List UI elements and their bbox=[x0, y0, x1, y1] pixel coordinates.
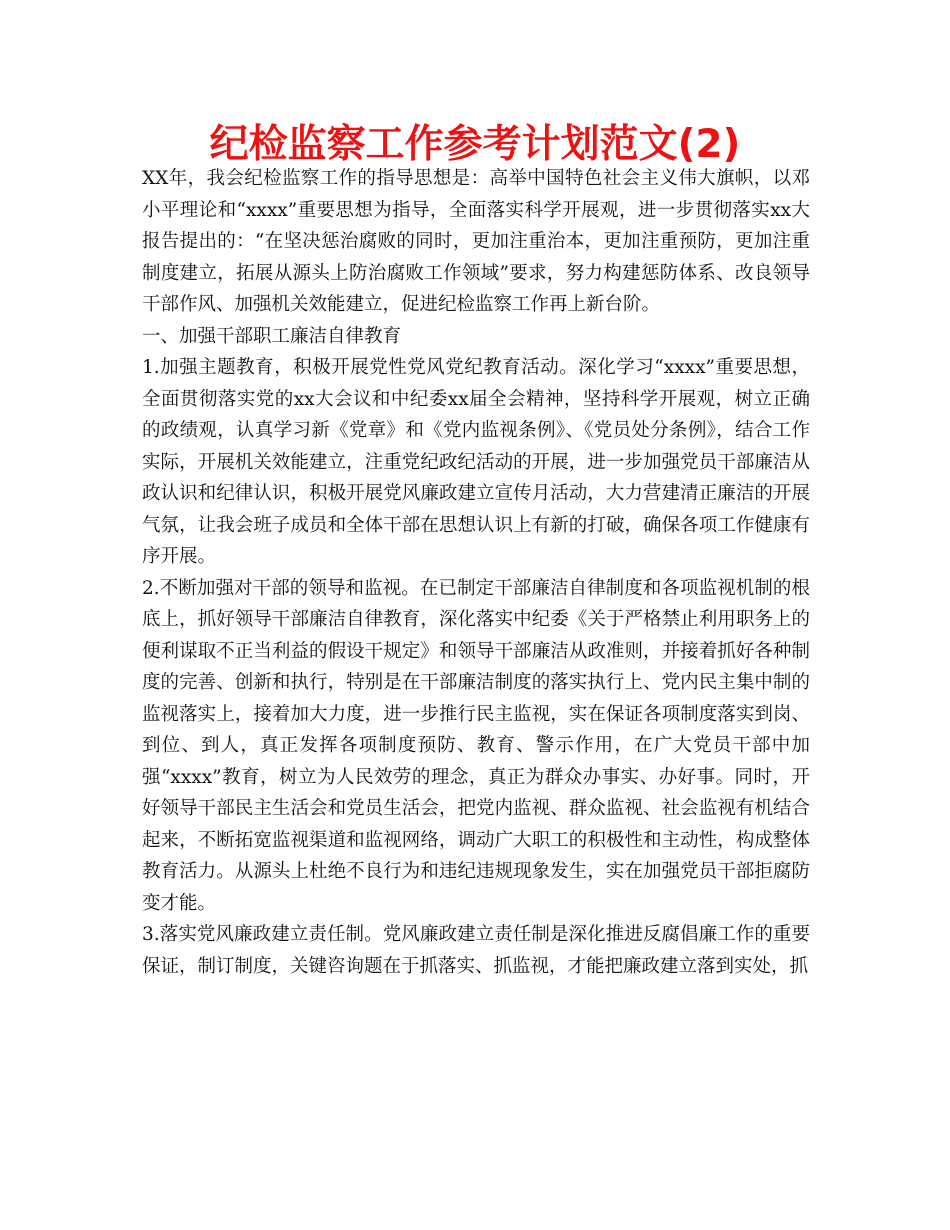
paragraph-intro: XX年，我会纪检监察工作的指导思想是：高举中国特色社会主义伟大旗帜，以邓小平理论和“xxxx”重要思想为指导，全面落实科学开展观，进一步贯彻落实xx大报告提出的：“在坚决惩治腐败的同时，更加注重治本，更加注重预防，更加注重制度建立，拓展从源头上防治腐败工作领域”要求，努力构建惩防体系、改良领导干部作风、加强机关效能建立，促进纪检监察工作再上新台阶。 bbox=[142, 168, 810, 315]
document-body bbox=[142, 163, 810, 982]
paragraph-item-2: 2.不断加强对干部的领导和监视。在已制定干部廉洁自律制度和各项监视机制的根底上，抓好领导干部廉洁自律教育，深化落实中纪委《关于严格禁止利用职务上的便利谋取不正当利益的假设干规定》和领导干部廉洁从政准则，并接着抓好各种制度的完善、创新和执行，特别是在干部廉洁制度的落实执行上、党内民主集中制的监视落实上，接着加大力度，进一步推行民主监视，实在保证各项制度落实到岗、到位、到人，真正发挥各项制度预防、教育、警示作用，在广大党员干部中加强“xxxx”教育，树立为人民效劳的理念，真正为群众办事实、办好事。同时，开好领导干部民主生活会和党员生活会，把党内监视、群众监视、社会监视有机结合起来，不断拓宽监视渠道和监视网络，调动广大职工的积极性和主动性，构成整体教育活力。从源头上杜绝不良行为和违纪违规现象发生，实在加强党员干部拒腐防变才能。 bbox=[142, 577, 810, 914]
paragraph-item-1: 1.加强主题教育，积极开展党性党风党纪教育活动。深化学习“xxxx”重要思想，全面贯彻落实党的xx大会议和中纪委xx届全会精神，坚持科学开展观，树立正确的政绩观，认真学习新《党章》和《党内监视条例》、《党员处分条例》，结合工作实际，开展机关效能建立，注重党纪政纪活动的开展，进一步加强党员干部廉洁从政认识和纪律认识，积极开展党风廉政建立宣传月活动，大力营建清正廉洁的开展气氛，让我会班子成员和全体干部在思想认识上有新的打破，确保各项工作健康有序开展。 bbox=[142, 357, 810, 567]
paragraph-item-3: 3.落实党风廉政建立责任制。党风廉政建立责任制是深化推进反腐倡廉工作的重要保证，制订制度，关键咨询题在于抓落实、抓监视，才能把廉政建立落到实处，抓 bbox=[142, 924, 810, 977]
document-title: 纪检监察工作参考计划范文(2) bbox=[209, 122, 741, 167]
section-heading-1: 一、加强干部职工廉洁自律教育 bbox=[142, 325, 402, 347]
